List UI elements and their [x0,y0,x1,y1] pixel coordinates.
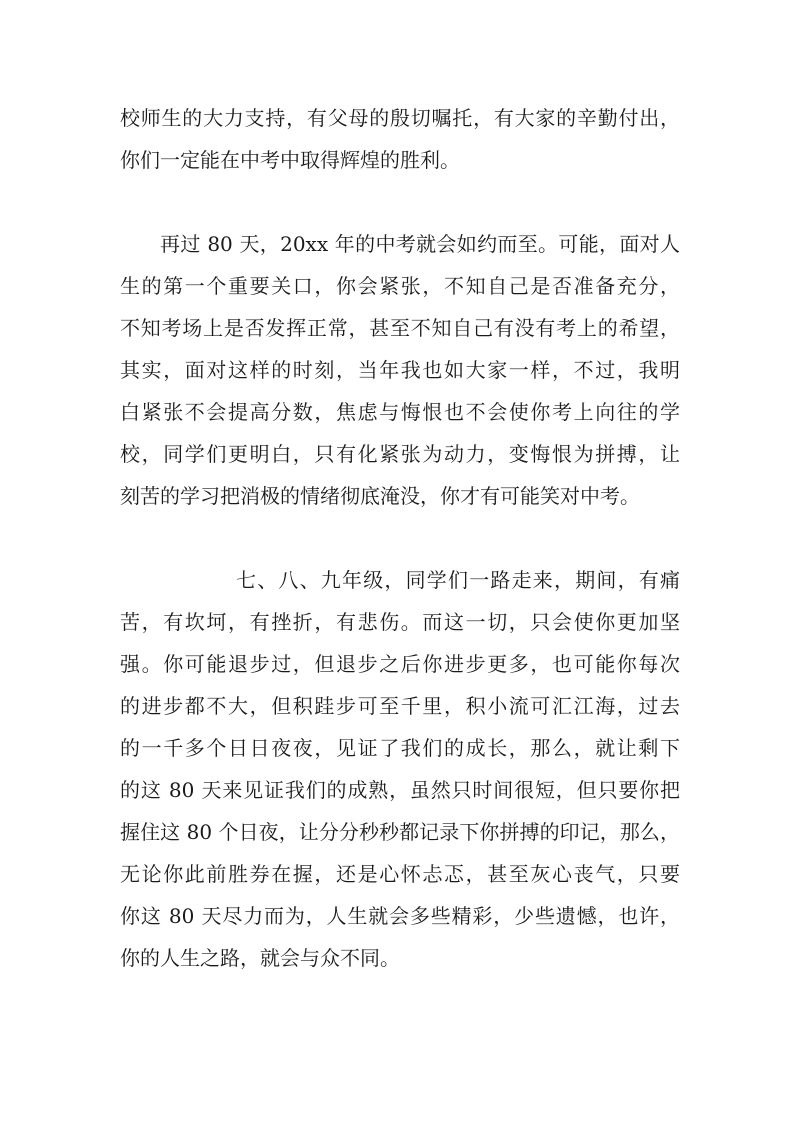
paragraph-3-line-10: 你的人生之路，就会与众不同。 [120,946,400,970]
paragraph-3-line-6: 的这 80 天来见证我们的成熟，虽然只时间很短，但只要你把 [120,778,680,802]
paragraph-3-line-9: 你这 80 天尽力而为，人生就会多些精彩，少些遗憾，也许， [120,904,680,928]
paragraph-2-line-5: 白紧张不会提高分数，焦虑与悔恨也不会使你考上向往的学 [120,400,680,424]
paragraph-3-line-1: 七、八、九年级，同学们一路走来，期间，有痛 [236,568,680,592]
paragraph-3-line-4: 的进步都不大，但积跬步可至千里，积小流可汇江海，过去 [120,694,680,718]
paragraph-2-line-7: 刻苦的学习把消极的情绪彻底淹没，你才有可能笑对中考。 [120,484,640,508]
paragraph-2-line-3: 不知考场上是否发挥正常，甚至不知自己有没有考上的希望， [120,316,680,340]
paragraph-3-line-5: 的一千多个日日夜夜，见证了我们的成长，那么，就让剩下 [120,736,680,760]
paragraph-1-line-1: 校师生的大力支持，有父母的殷切嘱托，有大家的辛勤付出， [120,106,680,130]
paragraph-2-line-1: 再过 80 天，20xx 年的中考就会如约而至。可能，面对人 [160,232,680,256]
paragraph-2-line-6: 校，同学们更明白，只有化紧张为动力，变悔恨为拼搏，让 [120,442,680,466]
paragraph-2-line-2: 生的第一个重要关口，你会紧张，不知自己是否准备充分， [120,274,680,298]
paragraph-3-line-3: 强。你可能退步过，但退步之后你进步更多，也可能你每次 [120,652,680,676]
paragraph-3-line-2: 苦，有坎坷，有挫折，有悲伤。而这一切，只会使你更加坚 [120,610,680,634]
paragraph-3-line-8: 无论你此前胜券在握，还是心怀忐忑，甚至灰心丧气，只要 [120,862,680,886]
paragraph-1-line-2: 你们一定能在中考中取得辉煌的胜利。 [120,148,460,172]
paragraph-2-line-4: 其实，面对这样的时刻，当年我也如大家一样，不过，我明 [120,358,680,382]
paragraph-3-line-7: 握住这 80 个日夜，让分分秒秒都记录下你拼搏的印记，那么， [120,820,680,844]
